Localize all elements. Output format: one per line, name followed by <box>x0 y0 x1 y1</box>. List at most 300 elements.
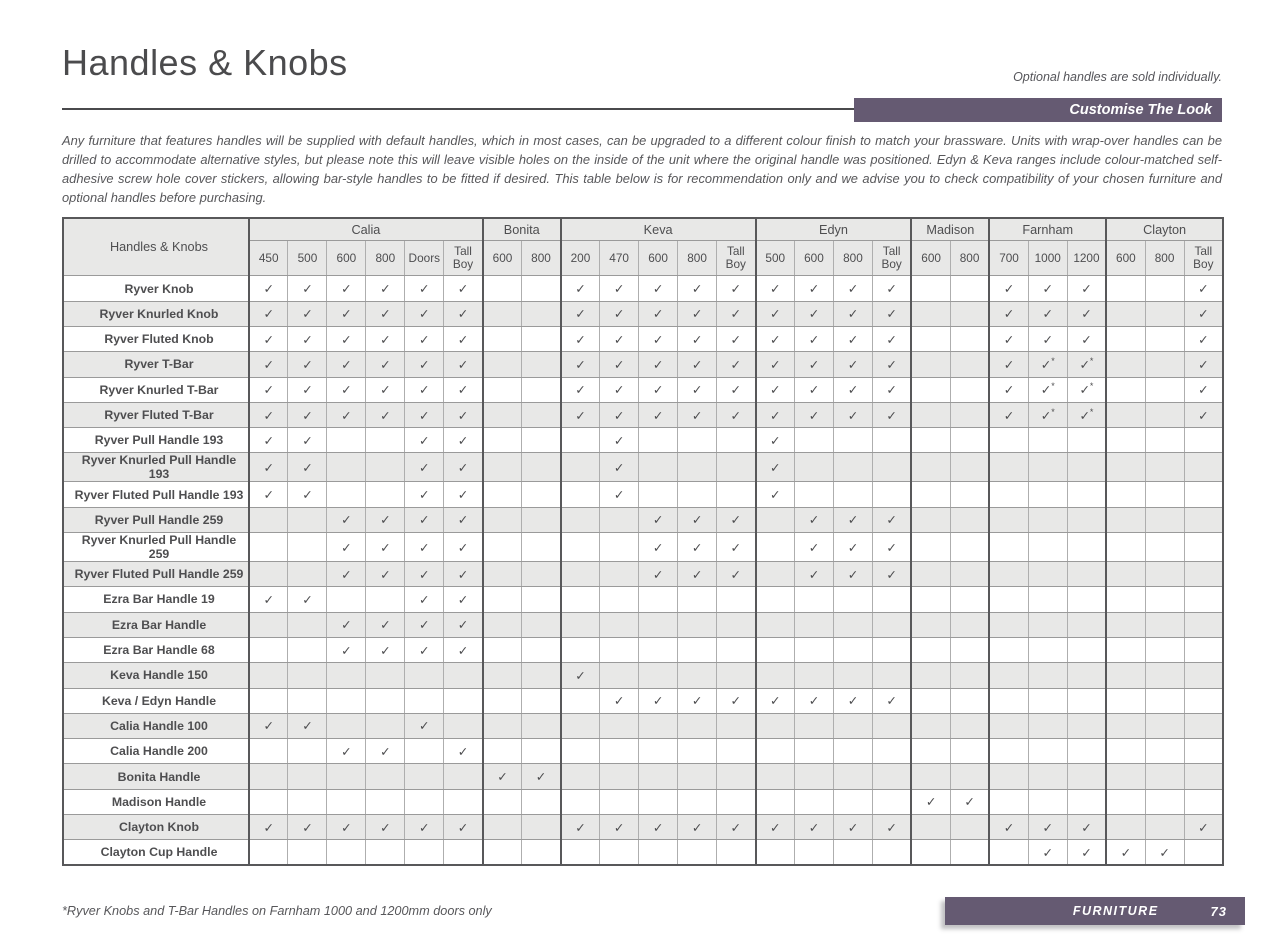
compat-cell <box>989 428 1028 453</box>
compat-cell <box>561 739 600 764</box>
compat-cell <box>366 713 405 738</box>
product-row <box>63 815 1223 840</box>
compat-cell <box>483 688 522 713</box>
compat-cell: ✓ <box>795 402 834 427</box>
compat-cell: ✓ <box>561 663 600 688</box>
size-header: 1000 <box>1028 241 1067 276</box>
compat-cell <box>522 276 561 301</box>
product-label: Ryver Pull Handle 259 <box>63 507 249 532</box>
product-label: Keva / Edyn Handle <box>63 688 249 713</box>
compat-cell <box>249 637 288 662</box>
compat-cell <box>1184 789 1223 814</box>
compat-cell: ✓ <box>1067 326 1106 351</box>
compat-cell <box>1145 453 1184 482</box>
compat-cell <box>1145 764 1184 789</box>
compat-cell: ✓ <box>639 507 678 532</box>
compat-cell <box>1106 402 1145 427</box>
compat-cell <box>288 637 327 662</box>
compat-cell <box>678 840 717 865</box>
compat-cell: ✓ <box>366 352 405 377</box>
compat-cell <box>1028 739 1067 764</box>
product-label: Ryver Knurled T-Bar <box>63 377 249 402</box>
product-label: Ryver Fluted Pull Handle 259 <box>63 562 249 587</box>
compat-cell: ✓ <box>444 815 483 840</box>
compat-cell <box>911 840 950 865</box>
compat-cell: ✓ <box>678 688 717 713</box>
compat-cell: ✓ <box>444 739 483 764</box>
compat-cell <box>756 739 795 764</box>
compat-cell <box>833 453 872 482</box>
compat-cell: ✓ <box>639 562 678 587</box>
compat-cell: ✓ <box>600 301 639 326</box>
compat-cell <box>561 562 600 587</box>
compat-cell: ✓ <box>678 301 717 326</box>
compat-cell: ✓ <box>366 377 405 402</box>
compat-cell: ✓ <box>872 815 911 840</box>
compat-cell: ✓* <box>1028 377 1067 402</box>
compat-cell <box>989 612 1028 637</box>
product-row <box>63 301 1223 326</box>
compat-cell: ✓ <box>717 301 756 326</box>
size-header: 1200 <box>1067 241 1106 276</box>
compat-cell: ✓ <box>327 301 366 326</box>
size-header: 600 <box>795 241 834 276</box>
compat-cell: ✓ <box>327 815 366 840</box>
range-group-bonita: Bonita <box>483 218 561 241</box>
compat-cell <box>678 663 717 688</box>
compat-cell: ✓ <box>1028 301 1067 326</box>
compat-cell: ✓ <box>872 301 911 326</box>
compat-cell: ✓ <box>678 815 717 840</box>
compat-cell <box>288 764 327 789</box>
compat-cell <box>522 352 561 377</box>
compat-cell: ✓ <box>639 276 678 301</box>
footnote-asterisk: * <box>1089 355 1094 366</box>
compat-cell: ✓ <box>444 637 483 662</box>
compat-cell <box>678 482 717 507</box>
compat-cell <box>833 713 872 738</box>
compat-cell: ✓ <box>405 377 444 402</box>
compat-cell: ✓ <box>327 402 366 427</box>
size-header: 600 <box>483 241 522 276</box>
compat-cell: ✓ <box>600 402 639 427</box>
compat-cell: ✓ <box>756 482 795 507</box>
compat-cell <box>717 663 756 688</box>
compat-cell: ✓ <box>249 301 288 326</box>
compat-cell <box>288 612 327 637</box>
compat-cell <box>522 840 561 865</box>
compat-cell: ✓ <box>1067 301 1106 326</box>
compat-cell: ✓ <box>483 764 522 789</box>
compat-cell: ✓ <box>1067 276 1106 301</box>
compat-cell <box>1145 326 1184 351</box>
compat-cell: ✓ <box>1067 840 1106 865</box>
compat-cell <box>989 739 1028 764</box>
compat-cell <box>1106 688 1145 713</box>
compat-cell <box>950 428 989 453</box>
compat-cell <box>444 688 483 713</box>
compat-cell <box>444 789 483 814</box>
compat-cell: ✓ <box>1184 377 1223 402</box>
compat-cell: ✓ <box>833 533 872 562</box>
compat-cell: ✓ <box>872 402 911 427</box>
compat-cell <box>989 637 1028 662</box>
size-header: 600 <box>1106 241 1145 276</box>
compat-cell <box>327 587 366 612</box>
compat-cell: ✓ <box>717 402 756 427</box>
compat-cell <box>911 507 950 532</box>
compat-cell <box>872 453 911 482</box>
compat-cell <box>249 840 288 865</box>
compat-cell: ✓ <box>405 482 444 507</box>
compat-cell <box>639 612 678 637</box>
compat-cell <box>1184 612 1223 637</box>
compat-cell <box>249 789 288 814</box>
compat-cell: ✓ <box>600 482 639 507</box>
compat-cell <box>1067 663 1106 688</box>
compat-cell <box>678 713 717 738</box>
compat-cell <box>833 428 872 453</box>
compat-cell <box>872 482 911 507</box>
compat-cell: ✓ <box>756 453 795 482</box>
compat-cell <box>405 688 444 713</box>
compat-cell <box>989 507 1028 532</box>
compat-cell: ✓ <box>444 587 483 612</box>
compat-cell: ✓ <box>444 562 483 587</box>
compat-cell: ✓ <box>327 507 366 532</box>
compat-cell <box>756 713 795 738</box>
compat-cell <box>950 637 989 662</box>
compat-cell: ✓ <box>366 402 405 427</box>
compat-cell: ✓ <box>405 428 444 453</box>
compat-cell: ✓ <box>872 688 911 713</box>
compat-cell <box>327 688 366 713</box>
compat-cell: ✓ <box>444 507 483 532</box>
compat-cell <box>1106 507 1145 532</box>
compat-cell <box>366 789 405 814</box>
compat-cell <box>989 663 1028 688</box>
compat-cell: ✓ <box>249 276 288 301</box>
compat-cell <box>483 276 522 301</box>
compat-cell <box>483 453 522 482</box>
compat-cell <box>872 663 911 688</box>
compat-cell: ✓* <box>1067 402 1106 427</box>
compat-cell: ✓ <box>405 713 444 738</box>
compat-cell: ✓ <box>989 326 1028 351</box>
compat-cell <box>911 587 950 612</box>
compat-cell: ✓ <box>288 587 327 612</box>
compat-cell <box>950 482 989 507</box>
compat-cell: ✓ <box>872 352 911 377</box>
compat-cell: ✓ <box>756 428 795 453</box>
compat-cell: ✓ <box>249 402 288 427</box>
compat-cell <box>795 713 834 738</box>
compat-cell: ✓ <box>756 688 795 713</box>
compat-cell: ✓ <box>288 815 327 840</box>
compat-cell <box>1067 764 1106 789</box>
compat-cell <box>366 453 405 482</box>
compat-cell <box>872 713 911 738</box>
size-header: 450 <box>249 241 288 276</box>
compat-cell: ✓ <box>639 402 678 427</box>
compat-cell <box>1145 562 1184 587</box>
compat-cell <box>522 507 561 532</box>
product-label: Calia Handle 200 <box>63 739 249 764</box>
customise-banner: Customise The Look <box>854 98 1222 122</box>
compat-cell <box>405 764 444 789</box>
compat-cell: ✓ <box>249 428 288 453</box>
compat-cell <box>522 453 561 482</box>
compat-cell: ✓ <box>366 562 405 587</box>
compat-cell: ✓ <box>989 377 1028 402</box>
compat-cell <box>1067 482 1106 507</box>
compat-cell <box>950 301 989 326</box>
compat-cell: ✓ <box>756 815 795 840</box>
compat-cell: ✓ <box>327 533 366 562</box>
compat-cell: ✓ <box>405 326 444 351</box>
compat-cell <box>1028 663 1067 688</box>
compat-cell <box>1106 453 1145 482</box>
compat-cell: ✓ <box>717 377 756 402</box>
size-header: 800 <box>366 241 405 276</box>
compat-cell: ✓ <box>405 533 444 562</box>
compat-cell: ✓ <box>288 301 327 326</box>
compat-cell <box>989 482 1028 507</box>
compat-cell <box>1028 587 1067 612</box>
compat-cell <box>249 533 288 562</box>
compat-cell: ✓ <box>717 562 756 587</box>
compat-cell <box>833 587 872 612</box>
compat-cell <box>483 301 522 326</box>
product-label: Ryver Knurled Pull Handle 259 <box>63 533 249 562</box>
compat-cell <box>1028 482 1067 507</box>
compat-cell <box>1145 533 1184 562</box>
compat-cell <box>872 612 911 637</box>
compat-cell: ✓ <box>366 612 405 637</box>
compat-cell: ✓ <box>678 533 717 562</box>
product-label: Ryver Fluted T-Bar <box>63 402 249 427</box>
compat-cell: ✓ <box>833 688 872 713</box>
compat-cell: ✓ <box>444 326 483 351</box>
compat-cell: ✓ <box>405 402 444 427</box>
product-row <box>63 428 1223 453</box>
compat-cell <box>795 612 834 637</box>
compat-cell <box>1184 688 1223 713</box>
compat-cell: ✓ <box>756 352 795 377</box>
compat-cell <box>249 663 288 688</box>
size-header: 800 <box>678 241 717 276</box>
compat-cell <box>1145 352 1184 377</box>
product-row <box>63 840 1223 865</box>
compat-cell <box>678 612 717 637</box>
compat-cell: ✓ <box>249 377 288 402</box>
compat-cell <box>678 453 717 482</box>
compat-cell: ✓ <box>717 815 756 840</box>
compat-cell: ✓ <box>1028 840 1067 865</box>
compat-cell: ✓ <box>678 507 717 532</box>
compat-cell <box>950 587 989 612</box>
compat-cell: ✓ <box>1028 326 1067 351</box>
compat-cell <box>327 789 366 814</box>
range-group-edyn: Edyn <box>756 218 912 241</box>
compat-cell <box>950 815 989 840</box>
size-header: Tall Boy <box>717 241 756 276</box>
product-row <box>63 739 1223 764</box>
compat-cell: ✓ <box>561 377 600 402</box>
compat-cell <box>600 739 639 764</box>
compat-cell: ✓ <box>756 377 795 402</box>
compat-cell <box>1067 507 1106 532</box>
compat-cell <box>249 764 288 789</box>
compat-cell <box>678 637 717 662</box>
compat-cell <box>717 482 756 507</box>
compat-cell: ✓ <box>405 276 444 301</box>
compat-cell <box>405 663 444 688</box>
compat-cell <box>600 562 639 587</box>
compat-cell: ✓ <box>327 739 366 764</box>
compat-cell: ✓ <box>561 326 600 351</box>
page-title: Handles & Knobs <box>62 42 348 83</box>
compat-cell <box>600 533 639 562</box>
compat-cell: ✓ <box>444 482 483 507</box>
compat-cell <box>911 637 950 662</box>
compat-cell: ✓ <box>1184 402 1223 427</box>
compat-cell <box>561 482 600 507</box>
compat-cell <box>872 428 911 453</box>
compat-cell <box>1067 739 1106 764</box>
compat-cell <box>1184 739 1223 764</box>
compat-cell <box>522 789 561 814</box>
compat-cell <box>911 739 950 764</box>
compat-cell <box>483 562 522 587</box>
size-header: 800 <box>950 241 989 276</box>
compatibility-table <box>62 217 1224 866</box>
range-group-keva: Keva <box>561 218 756 241</box>
product-label: Calia Handle 100 <box>63 713 249 738</box>
compat-cell <box>1028 428 1067 453</box>
corner-label: Handles & Knobs <box>63 218 249 276</box>
compat-cell <box>366 688 405 713</box>
compat-cell: ✓ <box>639 352 678 377</box>
product-label: Clayton Knob <box>63 815 249 840</box>
compat-cell <box>1028 507 1067 532</box>
compat-cell <box>833 789 872 814</box>
compat-cell: ✓ <box>327 276 366 301</box>
compat-cell <box>639 739 678 764</box>
compat-cell <box>989 688 1028 713</box>
compat-cell: ✓ <box>444 377 483 402</box>
compat-cell <box>561 428 600 453</box>
compat-cell: ✓ <box>561 276 600 301</box>
compat-cell <box>522 739 561 764</box>
compat-cell <box>989 713 1028 738</box>
compat-cell: ✓ <box>600 428 639 453</box>
compat-cell <box>288 789 327 814</box>
compat-cell: ✓ <box>405 301 444 326</box>
compat-cell <box>756 663 795 688</box>
compat-cell: ✓ <box>756 326 795 351</box>
compat-cell <box>522 637 561 662</box>
compat-cell: ✓ <box>639 688 678 713</box>
compat-cell <box>1145 815 1184 840</box>
compat-cell: ✓ <box>327 352 366 377</box>
compat-cell <box>989 789 1028 814</box>
compat-cell: ✓ <box>327 612 366 637</box>
compat-cell: ✓ <box>717 507 756 532</box>
compat-cell <box>756 562 795 587</box>
compat-cell <box>444 764 483 789</box>
compat-cell <box>795 453 834 482</box>
product-row <box>63 663 1223 688</box>
compat-cell <box>561 840 600 865</box>
compat-cell <box>483 326 522 351</box>
compat-cell: ✓* <box>1067 377 1106 402</box>
compat-cell <box>1067 453 1106 482</box>
product-label: Madison Handle <box>63 789 249 814</box>
size-header: 800 <box>522 241 561 276</box>
compat-cell: ✓ <box>561 301 600 326</box>
compat-cell: ✓* <box>1028 352 1067 377</box>
compat-cell <box>1145 739 1184 764</box>
compat-cell: ✓ <box>444 301 483 326</box>
compat-cell <box>1106 637 1145 662</box>
compat-cell <box>872 789 911 814</box>
compat-cell <box>950 453 989 482</box>
compat-cell <box>717 637 756 662</box>
compat-cell: ✓ <box>833 301 872 326</box>
size-header: 800 <box>1145 241 1184 276</box>
compat-cell <box>522 402 561 427</box>
compat-cell <box>678 428 717 453</box>
compat-cell <box>795 739 834 764</box>
compat-cell <box>366 764 405 789</box>
compat-cell <box>756 507 795 532</box>
compat-cell <box>1145 301 1184 326</box>
compat-cell <box>950 713 989 738</box>
compat-cell: ✓ <box>288 713 327 738</box>
compat-cell <box>639 789 678 814</box>
compat-cell: ✓ <box>795 815 834 840</box>
compat-cell <box>1106 482 1145 507</box>
compat-cell <box>405 789 444 814</box>
footnote-asterisk: * <box>1089 381 1094 392</box>
compat-cell: ✓ <box>1106 840 1145 865</box>
compat-cell: ✓ <box>600 453 639 482</box>
product-label: Ezra Bar Handle 68 <box>63 637 249 662</box>
compat-cell: ✓ <box>717 533 756 562</box>
compat-cell <box>483 840 522 865</box>
compat-cell <box>1184 637 1223 662</box>
compat-cell: ✓ <box>639 815 678 840</box>
compat-cell <box>756 764 795 789</box>
compat-cell <box>327 482 366 507</box>
compat-cell: ✓ <box>717 352 756 377</box>
compat-cell <box>833 663 872 688</box>
compat-cell <box>678 789 717 814</box>
compat-cell <box>288 507 327 532</box>
compat-cell <box>717 789 756 814</box>
compat-cell <box>522 428 561 453</box>
compat-cell <box>483 533 522 562</box>
compat-cell: ✓ <box>249 587 288 612</box>
compat-cell <box>756 840 795 865</box>
compat-cell: ✓ <box>405 612 444 637</box>
compat-cell <box>717 612 756 637</box>
compat-cell <box>249 688 288 713</box>
compat-cell <box>678 587 717 612</box>
compat-cell: ✓ <box>795 562 834 587</box>
compat-cell: ✓ <box>717 688 756 713</box>
